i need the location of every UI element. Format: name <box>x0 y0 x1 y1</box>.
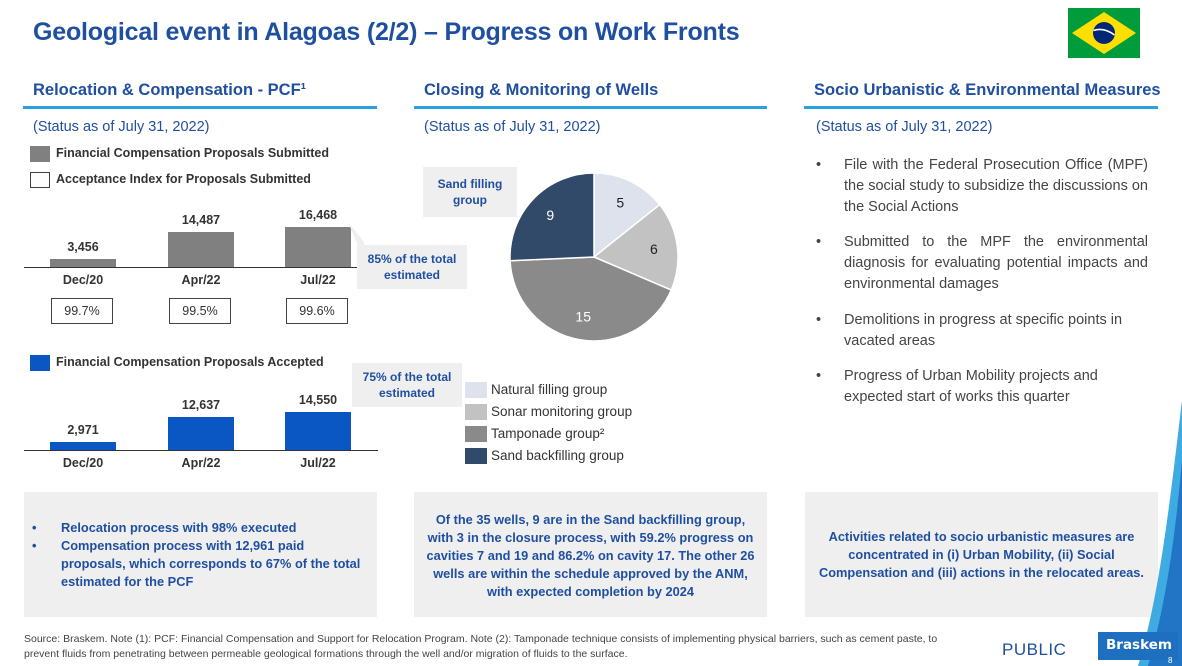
legend-acceptance-swatch <box>30 172 50 188</box>
legend-submitted-label: Financial Compensation Proposals Submitted <box>56 146 329 160</box>
socio-bullet-text: File with the Federal Prosecution Office (MPF) the social study to subsidize the discussions on the Social Actions <box>844 157 1148 215</box>
summary-bullet-text: Relocation process with 98% executed <box>61 520 297 535</box>
brand-logo-text: Braskem <box>1106 637 1172 653</box>
pie-legend-swatch <box>465 382 487 398</box>
socio-heading: Socio Urbanistic & Environmental Measures <box>814 81 1161 99</box>
pie-value-label: 5 <box>616 194 625 211</box>
submitted-callout-text: 85% of the total estimated <box>367 252 457 282</box>
socio-bullet-list <box>816 155 1156 415</box>
accepted-bar-chart <box>24 384 378 476</box>
relocation-summary-bullets <box>32 519 372 591</box>
brazil-flag-icon <box>1068 8 1140 58</box>
relocation-summary-panel <box>24 492 377 617</box>
socio-summary-text: Activities related to socio urbanistic measures are concentrated in (i) Urban Mobility, (ii) Social Compensation and (iii) actions in the relocated areas. <box>819 529 1144 580</box>
submitted-baseline <box>24 267 378 268</box>
wells-heading: Closing & Monitoring of Wells <box>424 81 659 99</box>
socio-bullet-text: Demolitions in progress at specific points in vacated areas <box>844 312 1123 349</box>
summary-bullet <box>32 519 372 537</box>
accepted-value-label: 14,550 <box>298 393 338 407</box>
bullet-dot: • <box>816 157 822 173</box>
legend-accepted-swatch <box>30 355 50 371</box>
pie-value-label: 9 <box>546 207 555 224</box>
accepted-bar <box>168 417 234 450</box>
bullet-dot: • <box>816 368 822 384</box>
pie-legend-label: Natural filling group <box>491 382 608 397</box>
accepted-category-label: Apr/22 <box>181 456 221 470</box>
brand-logo <box>1098 632 1178 660</box>
socio-summary-panel <box>805 492 1158 617</box>
legend-submitted-swatch <box>30 146 50 162</box>
wells-pie-legend <box>465 382 665 472</box>
socio-heading-rule <box>804 106 1158 109</box>
wells-summary-panel <box>414 492 767 617</box>
submitted-category-label: Jul/22 <box>300 273 336 287</box>
acceptance-index-row <box>24 298 378 326</box>
accepted-callout-text: 75% of the total estimated <box>362 370 452 400</box>
submitted-category-label: Apr/22 <box>181 273 221 287</box>
acceptance-index-box: 99.6% <box>286 298 348 324</box>
accepted-bar <box>285 412 351 450</box>
socio-bullet-text: Submitted to the MPF the environmental diagnosis for evaluating potential impacts and environmental damages <box>844 234 1148 292</box>
socio-status: (Status as of July 31, 2022) <box>816 119 993 135</box>
acceptance-index-box: 99.5% <box>169 298 231 324</box>
bullet-dot: • <box>816 234 822 250</box>
submitted-value-label: 14,487 <box>181 213 221 227</box>
legend-accepted-label: Financial Compensation Proposals Accepted <box>56 355 324 369</box>
accepted-value-label: 2,971 <box>67 423 99 437</box>
legend-acceptance-label: Acceptance Index for Proposals Submitted <box>56 172 311 186</box>
pie-legend-swatch <box>465 404 487 420</box>
summary-bullet <box>32 537 372 591</box>
pie-legend-label: Tamponade group² <box>491 426 605 441</box>
submitted-bar <box>168 232 234 267</box>
accepted-baseline <box>24 450 378 451</box>
bullet-dot: • <box>32 520 37 535</box>
accepted-category-label: Jul/22 <box>300 456 336 470</box>
page-title: Geological event in Alagoas (2/2) – Progress on Work Fronts <box>33 18 740 46</box>
wells-pie-chart <box>505 168 683 346</box>
relocation-heading: Relocation & Compensation - PCF¹ <box>33 81 307 99</box>
pie-value-label: 15 <box>575 308 591 325</box>
pie-legend-label: Sand backfilling group <box>491 448 624 463</box>
acceptance-index-box: 99.7% <box>51 298 113 324</box>
pie-value-label: 6 <box>650 240 658 257</box>
submitted-value-label: 3,456 <box>67 240 99 254</box>
accepted-category-label: Dec/20 <box>62 456 104 470</box>
wells-summary-text: Of the 35 wells, 9 are in the Sand backfilling group, with 3 in the closure process, with 59.2% progress on cavities 7 and 19 and 86.2% on cavity 17. The other 26 wells are within the schedule approved by the ANM, with expected completion by 2024 <box>426 512 755 599</box>
submitted-value-label: 16,468 <box>298 208 338 222</box>
submitted-callout-pointer <box>340 220 370 270</box>
accepted-value-label: 12,637 <box>181 398 221 412</box>
pie-legend-swatch <box>465 426 487 442</box>
submitted-bar <box>50 259 116 267</box>
pie-legend-swatch <box>465 448 487 464</box>
submitted-callout <box>357 245 467 289</box>
page-number: 8 <box>1168 656 1173 665</box>
sand-filling-callout-text: Sand filling group <box>437 177 503 207</box>
relocation-heading-rule <box>23 106 377 109</box>
bullet-dot: • <box>816 312 822 328</box>
sand-filling-callout <box>423 167 517 217</box>
footer-note: Source: Braskem. Note (1): PCF: Financial Compensation and Support for Relocation Program. Note (2): Tamponade technique consists of implementing physical barriers, such as cement paste, to prevent fluids from penetrating between permeable geological formations through the well and/or migration of fluids to the surface. <box>24 633 938 660</box>
accepted-bar <box>50 442 116 450</box>
corner-decoration <box>1138 400 1182 666</box>
bullet-dot: • <box>32 538 37 553</box>
wells-status: (Status as of July 31, 2022) <box>424 119 601 135</box>
wells-heading-rule <box>414 106 767 109</box>
classification-label: PUBLIC <box>1002 640 1067 659</box>
submitted-category-label: Dec/20 <box>62 273 104 287</box>
summary-bullet-text: Compensation process with 12,961 paid proposals, which corresponds to 67% of the total estimated for the PCF <box>61 538 361 589</box>
relocation-status: (Status as of July 31, 2022) <box>33 119 210 135</box>
socio-bullet-text: Progress of Urban Mobility projects and expected start of works this quarter <box>844 368 1098 405</box>
pie-legend-label: Sonar monitoring group <box>491 404 633 419</box>
